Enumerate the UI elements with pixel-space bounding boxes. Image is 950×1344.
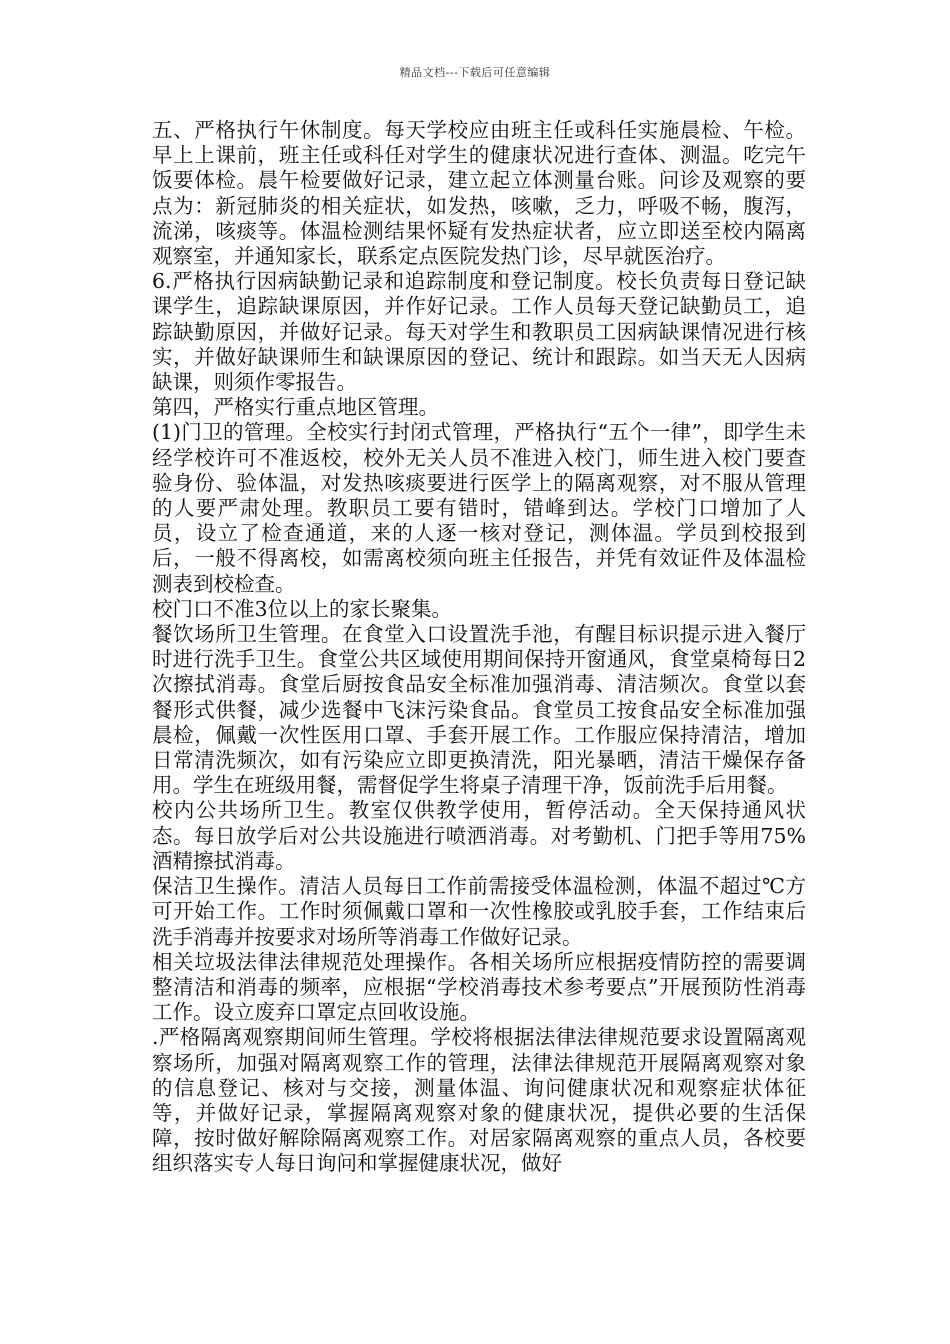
paragraph-canteen-hygiene: 餐饮场所卫生管理。在食堂入口设置洗手池，有醒目标识提示进入餐厅时进行洗手卫生。食堂公共区域使用期间保持开窗通风，食堂桌椅每日2次擦拭消毒。食堂后厨按食品安全标准加强消毒、清洁频次。食堂以套餐形式供餐，减少选餐中飞沫污染食品。食堂员工按食品安全标准加强晨检，佩戴一次性医用口罩、手套开展工作。工作服应保持清洁，增加日常清洗频次，如有污染应立即更换清洗，阳光暴晒，清洁干燥保存备用。学生在班级用餐，需督促学生将桌子清理干净，饭前洗手后用餐。: [152, 622, 806, 798]
paragraph-isolation-management: .严格隔离观察期间师生管理。学校将根据法律法律规范要求设置隔离观察场所，加强对隔离观察工作的管理，法律法律规范开展隔离观察对象的信息登记、核对与交接，测量体温、询问健康状况和观察症状体征等，并做好记录，掌握隔离观察对象的健康状况，提供必要的生活保障，按时做好解除隔离观察工作。对居家隔离观察的重点人员，各校要组织落实专人每日询问和掌握健康状况，做好: [152, 1025, 806, 1176]
paragraph-absence-tracking: 6.严格执行因病缺勤记录和追踪制度和登记制度。校长负责每日登记缺课学生，追踪缺课原因，并作好记录。工作人员每天登记缺勤员工，追踪缺勤原因，并做好记录。每天对学生和教职员工因病缺课情况进行核实，并做好缺课师生和缺课原因的登记、统计和跟踪。如当天无人因病缺课，则须作零报告。: [152, 269, 806, 395]
document-body: [144, 118, 806, 1177]
paragraph-parent-gathering: 校门口不准3位以上的家长聚集。: [152, 596, 453, 621]
page-header: 精品文档---下载后可任意编辑: [399, 66, 551, 79]
paragraph-cleaning-operations: 保洁卫生操作。清洁人员每日工作前需接受体温检测，体温不超过℃方可开始工作。工作时须佩戴口罩和一次性橡胶或乳胶手套，工作结束后洗手消毒并按要求对场所等消毒工作做好记录。: [152, 874, 806, 949]
paragraph-gate-management: (1)门卫的管理。全校实行封闭式管理，严格执行“五个一律”，即学生未经学校许可不准返校，校外无关人员不准进入校门，师生进入校门要查验身份、验体温，对发热咳痰要进行医学上的隔离观察，对不服从管理的人要严肃处理。教职员工要有错时，错峰到达。学校门口增加了人员，设立了检查通道，来的人逐一核对登记，测体温。学员到校报到后，一般不得离校，如需离校须向班主任报告，并凭有效证件及体温检测表到校检查。: [152, 420, 806, 596]
paragraph-key-area-heading: 第四，严格实行重点地区管理。: [152, 395, 439, 420]
paragraph-lunch-break-checks: 五、严格执行午休制度。每天学校应由班主任或科任实施晨检、午检。早上上课前，班主任或科任对学生的健康状况进行查体、测温。吃完午饭要体检。晨午检要做好记录，建立起立体测量台账。问诊及观察的要点为：新冠肺炎的相关症状，如发热，咳嗽，乏力，呼吸不畅，腹泻，流涕，咳痰等。体温检测结果怀疑有发热症状者，应立即送至校内隔离观察室，并通知家长，联系定点医院发热门诊，尽早就医治疗。: [152, 118, 806, 269]
paragraph-public-area-hygiene: 校内公共场所卫生。教室仅供教学使用，暂停活动。全天保持通风状态。每日放学后对公共设施进行喷洒消毒。对考勤机、门把手等用75%酒精擦拭消毒。: [152, 798, 806, 873]
paragraph-waste-handling: 相关垃圾法律法律规范处理操作。各相关场所应根据疫情防控的需要调整清洁和消毒的频率，应根据“学校消毒技术参考要点”开展预防性消毒工作。设立废弃口罩定点回收设施。: [152, 949, 806, 1025]
